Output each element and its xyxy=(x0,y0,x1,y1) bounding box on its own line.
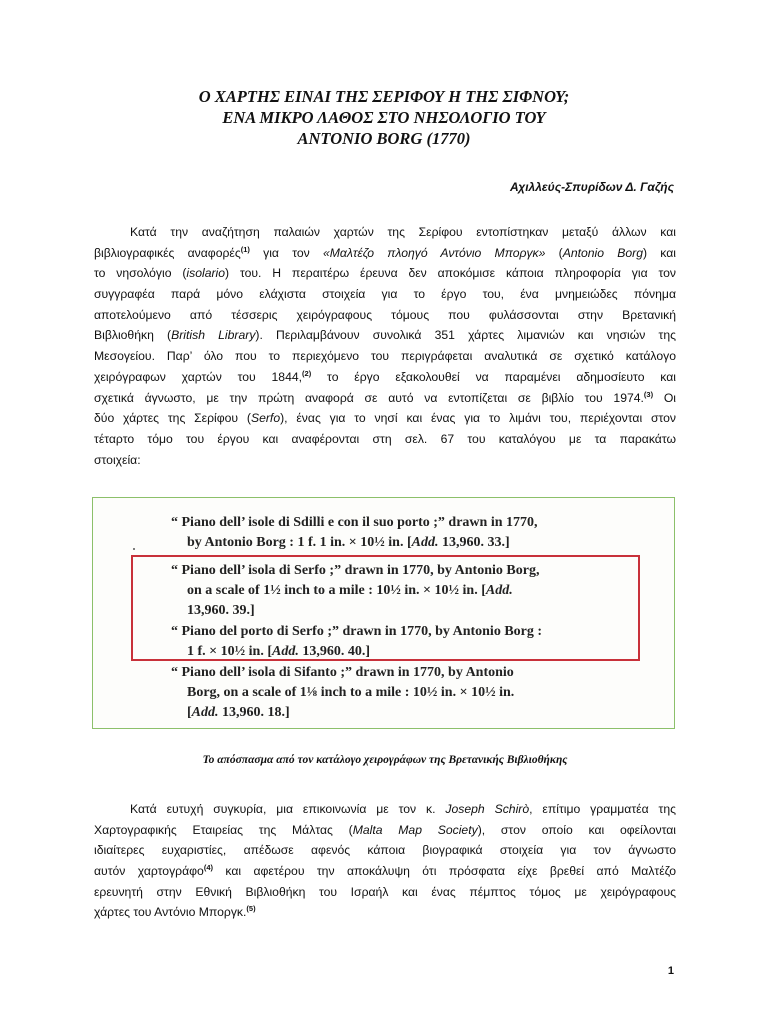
text-span: Add. xyxy=(191,705,219,720)
text-line xyxy=(94,408,676,429)
text-span: το έργο εξακολουθεί να παραμένει αδημοσίευτο και xyxy=(311,369,676,384)
text-span: 1 f. × 10½ in. [ xyxy=(187,644,272,659)
text-line xyxy=(94,861,676,882)
text-line xyxy=(94,388,676,409)
text-span: χειρόγραφων χαρτών του 1844, xyxy=(94,369,303,384)
text-span: «Μαλτέζο πλοηγό Αντόνιο Μποργκ» xyxy=(322,245,546,260)
text-span: Add. xyxy=(411,535,439,550)
text-span: , επίτιμο γραμματέα της xyxy=(529,802,677,816)
text-line xyxy=(94,840,676,861)
text-line xyxy=(94,820,676,841)
text-span: ( xyxy=(545,245,563,260)
text-span: συγγραφέα παρά μόνο ελάχιστα στοιχεία για το έργο του, ένα μνημειώδες πόνημα xyxy=(94,287,676,302)
catalogue-entry-serfo-port xyxy=(171,622,611,662)
text-line xyxy=(94,450,676,471)
text-span: 13,960. 40.] xyxy=(298,644,370,659)
text-span: σχετικά άγνωστο, με την πρώτη αναφορά σε αυτό να εντοπίζεται σε βιβλίο του 1974. xyxy=(94,390,644,405)
catalogue-entry-sifanto xyxy=(171,663,611,723)
text-span: 13,960. 18.] xyxy=(218,705,290,720)
text-span: [ xyxy=(187,705,192,720)
text-span: βιβλιογραφικές αναφορές xyxy=(94,245,241,260)
text-line xyxy=(94,882,676,903)
entry-line: “ Piano dell’ isola di Serfo ;” drawn in 1770, by Antonio Borg, xyxy=(171,563,540,578)
text-span: Κατά την αναζήτηση παλαιών χαρτών της Σερίφου εντοπίστηκαν μεταξύ άλλων και xyxy=(130,225,676,239)
text-span: χάρτες του Αντόνιο Μποργκ. xyxy=(94,905,247,920)
text-line xyxy=(94,799,676,820)
text-line xyxy=(94,429,676,450)
text-span: by Antonio Borg : 1 f. 1 in. × 10½ in. [ xyxy=(187,535,412,550)
speck-mark xyxy=(133,548,135,550)
entry-line: 13,960. 39.] xyxy=(187,603,255,618)
text-line xyxy=(94,902,676,923)
entry-line xyxy=(171,581,611,601)
footnote-ref-2[interactable]: (2) xyxy=(302,368,312,378)
text-span: ), ένας για το νησί και ένας για το λιμάνι του, περιέχονται στον xyxy=(280,411,676,426)
text-line xyxy=(94,222,676,243)
entry-line: Borg, on a scale of 1⅛ inch to a mile : 10½ in. × 10½ in. xyxy=(187,685,515,700)
entry-line: “ Piano dell’ isola di Sifanto ;” drawn in 1770, by Antonio xyxy=(171,665,514,680)
text-span: British Library xyxy=(171,328,256,343)
text-line xyxy=(94,243,676,264)
entry-line xyxy=(171,642,611,662)
title-line-2: ΕΝΑ ΜΙΚΡΟ ΛΑΘΟΣ ΣΤΟ ΝΗΣΟΛΟΓΙΟ ΤΟΥ xyxy=(222,108,546,127)
text-span: Κατά ευτυχή συγκυρία, μια επικοινωνία με τον κ. xyxy=(130,802,446,816)
text-line xyxy=(94,325,676,346)
text-span: Μεσογείου. Παρ’ όλο που το περιεχόμενο του περιγράφεται αναλυτικά σε σχετικό κατάλογο xyxy=(94,349,676,364)
catalogue-excerpt-figure xyxy=(92,497,675,729)
text-span: για τον xyxy=(249,245,323,260)
text-span: δύο χάρτες της Σερίφου ( xyxy=(94,411,251,426)
text-span: ) και xyxy=(643,245,676,260)
text-line xyxy=(94,305,676,326)
entry-line: “ Piano del porto di Serfo ;” drawn in 1770, by Antonio Borg : xyxy=(171,624,543,639)
figure-caption: Το απόσπασμα από τον κατάλογο χειρογράφων της Βρετανικής Βιβλιοθήκης xyxy=(202,754,568,766)
text-span: αποτελούμενο από τέσσερις χειρόγραφους τόμους που φυλάσσονται στην Βρετανική xyxy=(94,307,676,322)
footnote-ref-4[interactable]: (4) xyxy=(203,863,214,873)
text-span: το νησολόγιο ( xyxy=(94,266,187,281)
entry-line xyxy=(171,533,611,553)
text-span: Antonio Borg xyxy=(562,245,644,260)
text-span: Χαρτογραφικής Εταιρείας της Μάλτας ( xyxy=(94,822,353,837)
text-span: on a scale of 1½ inch to a mile : 10½ in. × 10½ in. [ xyxy=(187,583,486,598)
text-span: 13,960. 33.] xyxy=(438,535,510,550)
text-line xyxy=(94,284,676,305)
footnote-ref-5[interactable]: (5) xyxy=(246,904,256,914)
catalogue-entry-sdilli xyxy=(171,513,611,553)
document-title xyxy=(94,86,674,149)
title-line-1: Ο ΧΑΡΤΗΣ ΕΙΝΑΙ ΤΗΣ ΣΕΡΙΦΟΥ Η ΤΗΣ ΣΙΦΝΟΥ; xyxy=(198,87,570,106)
text-span: Οι xyxy=(653,390,677,405)
text-span: αυτόν χαρτογράφο xyxy=(94,864,204,879)
text-span: Add. xyxy=(485,583,513,598)
catalogue-entry-serfo-island xyxy=(171,561,611,621)
text-span: Serfo xyxy=(250,411,281,426)
text-line xyxy=(94,263,676,284)
text-span: isolario xyxy=(186,266,226,281)
paragraph-2 xyxy=(94,799,676,923)
text-span: Add. xyxy=(271,644,299,659)
text-span: Malta Map Society xyxy=(352,822,478,837)
text-span: ιδιαίτερες ευχαριστίες, απέδωσε αφενός κάποια βιογραφικά στοιχεία για τον άγνωστο xyxy=(94,843,676,858)
text-line xyxy=(94,346,676,367)
text-span: ερευνητή στην Εθνική Βιβλιοθήκη του Ισραήλ και ένας πέμπτος τόμος με χειρόγραφους xyxy=(94,884,676,899)
entry-line: “ Piano dell’ isole di Sdilli e con il suo porto ;” drawn in 1770, xyxy=(171,515,538,530)
author-name: Αχιλλεύς-Σπυρίδων Δ. Γαζής xyxy=(509,180,674,194)
footnote-ref-3[interactable]: (3) xyxy=(643,389,654,399)
page-number: 1 xyxy=(667,965,674,977)
text-span: στοιχεία: xyxy=(94,452,141,467)
text-line xyxy=(94,367,676,388)
text-span: ) του. Η περαιτέρω έρευνα δεν αποκόμισε κάποια πληροφορία για τον xyxy=(225,266,676,281)
text-span: τέταρτο τόμο του έργου και αναφέρονται στη σελ. 67 του καταλόγου με τα παρακάτω xyxy=(94,431,676,446)
text-span: Joseph Schirò xyxy=(445,802,530,816)
text-span: Βιβλιοθήκη ( xyxy=(94,328,172,343)
text-span: ). Περιλαμβάνουν συνολικά 351 χάρτες λιμανιών και νησιών της xyxy=(255,328,676,343)
text-span: και αφετέρου την αποκάλυψη ότι πρόσφατα είχε βρεθεί από Μαλτέζο xyxy=(213,864,677,879)
title-line-3: ANTONIO BORG (1770) xyxy=(297,129,471,148)
entry-line xyxy=(171,703,611,723)
text-span: ), στον οποίο και οφείλονται xyxy=(477,822,677,837)
paragraph-1 xyxy=(94,222,676,470)
footnote-ref-1[interactable]: (1) xyxy=(240,244,250,254)
